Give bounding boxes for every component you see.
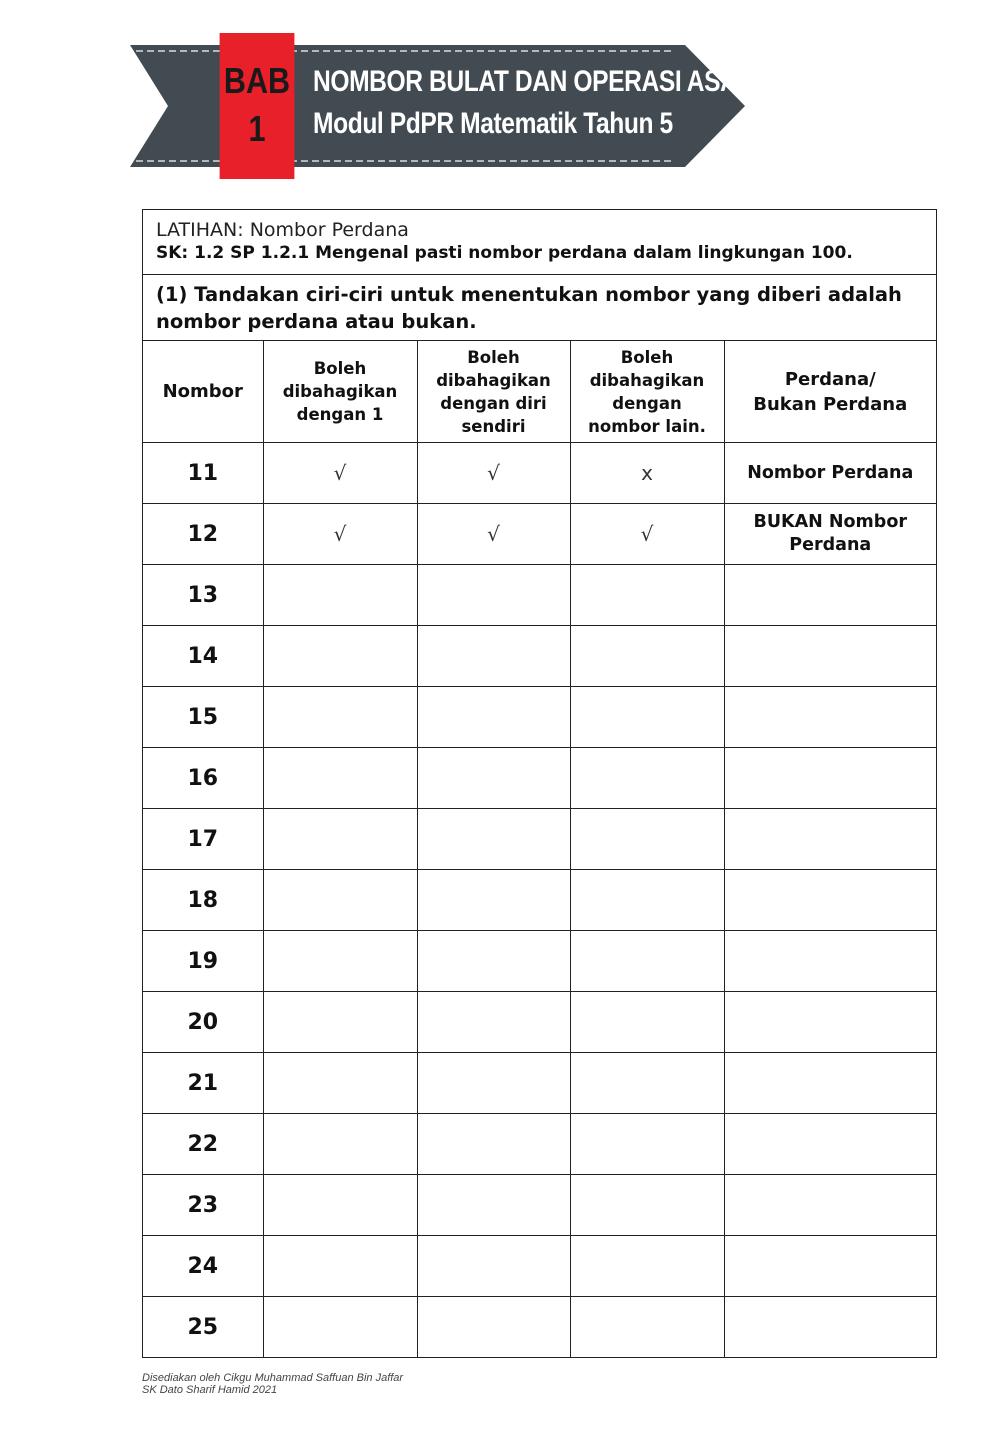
table-row bbox=[143, 1114, 936, 1175]
table-row bbox=[143, 931, 936, 992]
answer-cell-2[interactable] bbox=[417, 870, 570, 931]
answer-cell-1[interactable] bbox=[263, 870, 417, 931]
result-cell[interactable] bbox=[724, 992, 936, 1053]
chapter-tab bbox=[220, 33, 295, 179]
answer-cell-2[interactable] bbox=[417, 1236, 570, 1297]
row-number: 22 bbox=[143, 1114, 263, 1175]
result-cell[interactable] bbox=[724, 1297, 936, 1358]
result-line-1: Nombor Perdana bbox=[747, 462, 914, 483]
chapter-label: BAB bbox=[223, 60, 291, 101]
result-cell bbox=[724, 443, 936, 504]
answer-cell-1[interactable] bbox=[263, 626, 417, 687]
row-number: 17 bbox=[143, 809, 263, 870]
question-text bbox=[143, 275, 936, 341]
table-row bbox=[143, 1236, 936, 1297]
answer-cell-1[interactable] bbox=[263, 1175, 417, 1236]
result-cell[interactable] bbox=[724, 1175, 936, 1236]
table-row bbox=[143, 565, 936, 626]
table-row bbox=[143, 1053, 936, 1114]
answer-cell-2[interactable] bbox=[417, 748, 570, 809]
chapter-title: NOMBOR BULAT DAN OPERASI ASAS bbox=[313, 65, 754, 98]
table-row bbox=[143, 1175, 936, 1236]
worksheet bbox=[142, 209, 937, 1358]
answer-cell-2[interactable] bbox=[417, 1114, 570, 1175]
answer-cell-2[interactable] bbox=[417, 992, 570, 1053]
header-divisible-by-others: Boleh dibahagikan dengan nombor lain. bbox=[570, 341, 724, 443]
answer-cell-3[interactable] bbox=[570, 1297, 724, 1358]
row-number: 23 bbox=[143, 1175, 263, 1236]
exercise-header bbox=[143, 210, 936, 275]
answer-cell-3[interactable] bbox=[570, 1236, 724, 1297]
result-line-1: BUKAN Nombor bbox=[753, 512, 907, 532]
row-number: 21 bbox=[143, 1053, 263, 1114]
answer-cell-3[interactable] bbox=[570, 809, 724, 870]
answer-cell-3[interactable] bbox=[570, 931, 724, 992]
answer-cell-2[interactable] bbox=[417, 809, 570, 870]
table-row bbox=[143, 809, 936, 870]
row-number: 12 bbox=[143, 504, 263, 565]
header-prime-status: Perdana/ Bukan Perdana bbox=[724, 341, 936, 443]
answer-cell-3: √ bbox=[570, 504, 724, 565]
table-row bbox=[143, 626, 936, 687]
answer-cell-3[interactable] bbox=[570, 1053, 724, 1114]
question-line-1: (1) Tandakan ciri-ciri untuk menentukan nombor yang diberi adalah bbox=[156, 283, 902, 306]
row-number: 16 bbox=[143, 748, 263, 809]
row-number: 13 bbox=[143, 565, 263, 626]
result-cell[interactable] bbox=[724, 931, 936, 992]
table-row bbox=[143, 443, 936, 504]
header-divisible-by-1: Boleh dibahagikan dengan 1 bbox=[263, 341, 417, 443]
result-cell bbox=[724, 504, 936, 565]
exercise-title: LATIHAN: Nombor Perdana bbox=[156, 219, 409, 241]
row-number: 19 bbox=[143, 931, 263, 992]
table-header-row bbox=[143, 341, 936, 443]
answer-cell-1[interactable] bbox=[263, 931, 417, 992]
header-nombor: Nombor bbox=[143, 341, 263, 443]
row-number: 14 bbox=[143, 626, 263, 687]
table-row bbox=[143, 870, 936, 931]
answer-cell-2: √ bbox=[417, 443, 570, 504]
result-cell[interactable] bbox=[724, 687, 936, 748]
answer-cell-2[interactable] bbox=[417, 626, 570, 687]
answer-cell-3[interactable] bbox=[570, 870, 724, 931]
answer-cell-2[interactable] bbox=[417, 1053, 570, 1114]
answer-cell-1[interactable] bbox=[263, 748, 417, 809]
answer-cell-1[interactable] bbox=[263, 1236, 417, 1297]
footer-author: Disediakan oleh Cikgu Muhammad Saffuan Bin Jaffar bbox=[142, 1372, 404, 1384]
answer-cell-3[interactable] bbox=[570, 687, 724, 748]
answer-cell-2: √ bbox=[417, 504, 570, 565]
row-number: 15 bbox=[143, 687, 263, 748]
answer-cell-1[interactable] bbox=[263, 565, 417, 626]
table-row bbox=[143, 504, 936, 565]
answer-cell-3[interactable] bbox=[570, 1114, 724, 1175]
row-number: 20 bbox=[143, 992, 263, 1053]
result-cell[interactable] bbox=[724, 626, 936, 687]
table-row bbox=[143, 992, 936, 1053]
result-cell[interactable] bbox=[724, 1053, 936, 1114]
answer-cell-3[interactable] bbox=[570, 626, 724, 687]
table-row bbox=[143, 748, 936, 809]
footer-credit bbox=[142, 1372, 403, 1396]
row-number: 18 bbox=[143, 870, 263, 931]
answer-cell-3[interactable] bbox=[570, 565, 724, 626]
result-cell[interactable] bbox=[724, 1114, 936, 1175]
header-divisible-by-itself: Boleh dibahagikan dengan diri sendiri bbox=[417, 341, 570, 443]
answer-cell-3[interactable] bbox=[570, 1175, 724, 1236]
standard-reference: SK: 1.2 SP 1.2.1 Mengenal pasti nombor perdana dalam lingkungan 100. bbox=[156, 243, 853, 263]
answer-cell-1: √ bbox=[263, 443, 417, 504]
answer-cell-1[interactable] bbox=[263, 1297, 417, 1358]
result-cell[interactable] bbox=[724, 809, 936, 870]
question-line-2: nombor perdana atau bukan. bbox=[156, 310, 477, 333]
answer-cell-1[interactable] bbox=[263, 1053, 417, 1114]
answer-cell-1[interactable] bbox=[263, 687, 417, 748]
chapter-number: 1 bbox=[248, 108, 266, 149]
prime-table bbox=[143, 341, 936, 1357]
answer-cell-1: √ bbox=[263, 504, 417, 565]
result-line-2: Perdana bbox=[789, 535, 872, 555]
answer-cell-1[interactable] bbox=[263, 1114, 417, 1175]
answer-cell-2[interactable] bbox=[417, 931, 570, 992]
table-row bbox=[143, 1297, 936, 1358]
answer-cell-1[interactable] bbox=[263, 992, 417, 1053]
row-number: 25 bbox=[143, 1297, 263, 1358]
answer-cell-2[interactable] bbox=[417, 1175, 570, 1236]
result-cell[interactable] bbox=[724, 748, 936, 809]
row-number: 24 bbox=[143, 1236, 263, 1297]
module-subtitle: Modul PdPR Matematik Tahun 5 bbox=[313, 107, 673, 140]
answer-cell-2[interactable] bbox=[417, 565, 570, 626]
result-cell[interactable] bbox=[724, 565, 936, 626]
result-cell[interactable] bbox=[724, 1236, 936, 1297]
answer-cell-3[interactable] bbox=[570, 748, 724, 809]
answer-cell-2[interactable] bbox=[417, 1297, 570, 1358]
answer-cell-2[interactable] bbox=[417, 687, 570, 748]
table-row bbox=[143, 687, 936, 748]
answer-cell-1[interactable] bbox=[263, 809, 417, 870]
answer-cell-3[interactable] bbox=[570, 992, 724, 1053]
row-number: 11 bbox=[143, 443, 263, 504]
footer-school: SK Dato Sharif Hamid 2021 bbox=[142, 1384, 278, 1396]
answer-cell-3: x bbox=[570, 443, 724, 504]
result-cell[interactable] bbox=[724, 870, 936, 931]
